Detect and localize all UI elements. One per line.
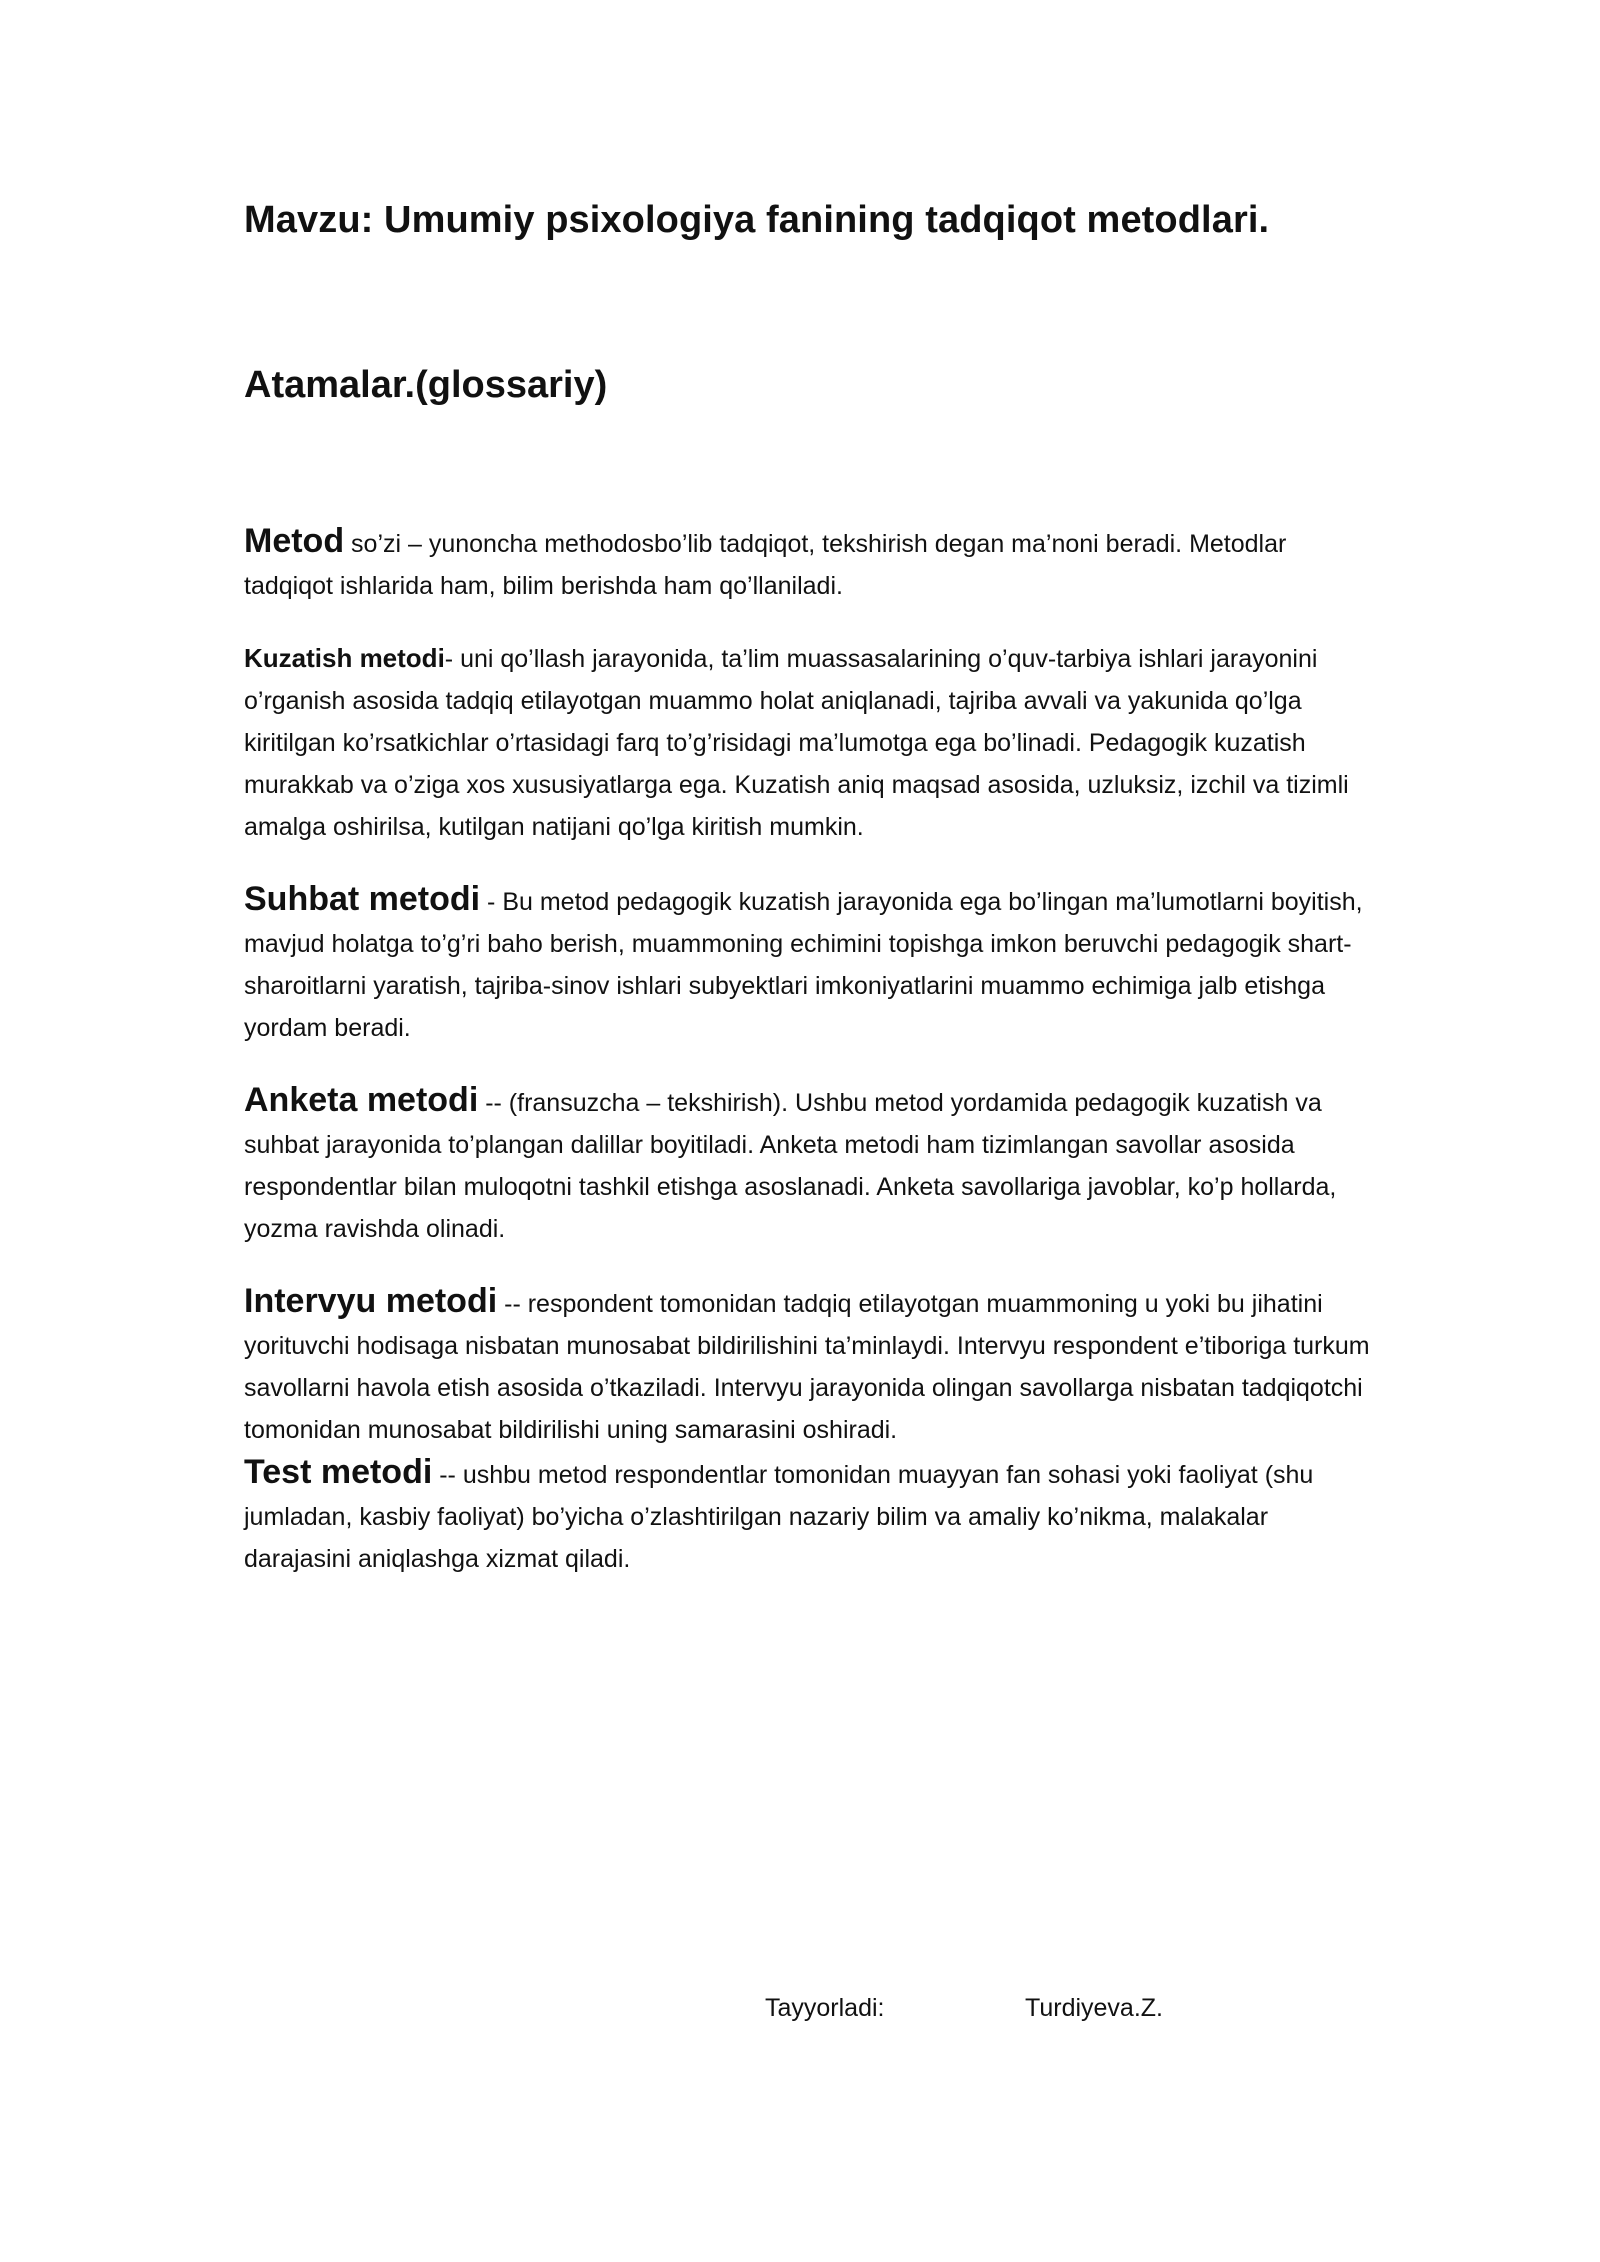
glossary-term: Suhbat metodi <box>244 880 481 918</box>
glossary-entry-anketa <box>244 1079 1374 1250</box>
glossary-heading: Atamalar.(glossariy) <box>244 364 608 406</box>
glossary-entry-kuzatish <box>244 637 1374 848</box>
document-title: Mavzu: Umumiy psixologiya fanining tadqiqot metodlari. <box>244 199 1270 241</box>
glossary-term: Test metodi <box>244 1453 433 1491</box>
glossary-definition: - uni qo’llash jarayonida, ta’lim muassasalarining o’quv-tarbiya ishlari jarayonini o’rganish asosida tadqiq etilayotgan muammo holat aniqlanadi, tajriba avvali va yakunida qo’lga kiritilgan ko’rsatkichlar o’rtasidagi farq to’g’risidagi ma’lumotga ega bo’linadi. Pedagogik kuzatish murakkab va o’ziga xos xususiyatlarga ega. Kuzatish aniq maqsad asosida, uzluksiz, izchil va tizimli amalga oshirilsa, kutilgan natijani qo’lga kiritish mumkin. <box>244 645 1349 841</box>
glossary-term: Intervyu metodi <box>244 1282 498 1320</box>
glossary-entries <box>244 520 1374 1580</box>
glossary-definition: so’zi – yunoncha methodosbo’lib tadqiqot, tekshirish degan ma’noni beradi. Metodlar tadqiqot ishlarida ham, bilim berishda ham qo’llaniladi. <box>244 530 1287 600</box>
glossary-definition: -- respondent tomonidan tadqiq etilayotgan muammoning u yoki bu jihatini yorituvchi hodisaga nisbatan munosabat bildirilishini ta’minlaydi. Intervyu respondent e’tiboriga turkum savollarni havola etish asosida o’tkaziladi. Intervyu jarayonida olingan savollarga nisbatan tadqiqotchi tomonidan munosabat bildirilishi uning samarasini oshiradi. <box>244 1290 1370 1444</box>
glossary-entry-intervyu <box>244 1280 1374 1451</box>
glossary-entry-test <box>244 1451 1374 1580</box>
document-body <box>244 190 1374 1610</box>
signature-label: Tayyorladi: <box>765 1994 885 2022</box>
glossary-term: Metod <box>244 522 345 560</box>
glossary-entry-metod <box>244 520 1374 607</box>
glossary-definition: - Bu metod pedagogik kuzatish jarayonida ega bo’lingan ma’lumotlarni boyitish, mavjud holatga to’g’ri baho berish, muammoning echimini topishga imkon beruvchi pedagogik shart-sharoitlarni yaratish, tajriba-sinov ishlari subyektlari imkoniyatlarini muammo echimiga jalb etishga yordam beradi. <box>244 888 1363 1042</box>
glossary-entry-suhbat <box>244 878 1374 1049</box>
glossary-definition: -- ushbu metod respondentlar tomonidan muayyan fan sohasi yoki faoliyat (shu jumladan, kasbiy faoliyat) bo’yicha o’zlashtirilgan nazariy bilim va amaliy ko’nikma, malakalar darajasini aniqlashga xizmat qiladi. <box>244 1461 1314 1573</box>
glossary-definition: -- (fransuzcha – tekshirish). Ushbu metod yordamida pedagogik kuzatish va suhbat jarayonida to’plangan dalillar boyitiladi. Anketa metodi ham tizimlangan savollar asosida respondentlar bilan muloqotni tashkil etishga asoslanadi. Anketa savollariga javoblar, ko’p hollarda, yozma ravishda olinadi. <box>244 1089 1337 1243</box>
signature-name: Turdiyeva.Z. <box>1025 1994 1164 2022</box>
glossary-term: Kuzatish metodi <box>244 643 445 673</box>
glossary-term: Anketa metodi <box>244 1081 479 1119</box>
